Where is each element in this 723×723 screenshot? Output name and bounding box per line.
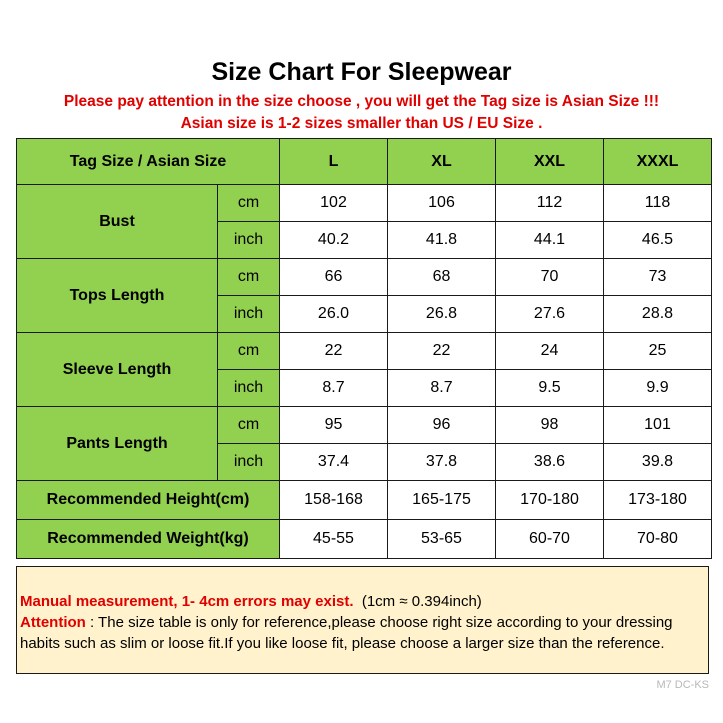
table-cell: 96 <box>388 407 496 444</box>
tag-size-header: Tag Size / Asian Size <box>17 139 280 185</box>
attention-note <box>20 612 705 633</box>
table-row <box>17 481 712 520</box>
measurement-label-bust: Bust <box>17 185 218 259</box>
table-row <box>17 185 712 222</box>
table-cell: 98 <box>496 407 604 444</box>
table-cell: 95 <box>280 407 388 444</box>
unit-label-inch: inch <box>218 296 280 333</box>
unit-label-cm: cm <box>218 407 280 444</box>
table-cell: 45-55 <box>280 520 388 559</box>
unit-label-cm: cm <box>218 185 280 222</box>
table-cell: 170-180 <box>496 481 604 520</box>
table-cell: 26.0 <box>280 296 388 333</box>
table-cell: 28.8 <box>604 296 712 333</box>
table-cell: 41.8 <box>388 222 496 259</box>
table-cell: 70 <box>496 259 604 296</box>
size-header-l: L <box>280 139 388 185</box>
manual-measurement-warning: Manual measurement, 1- 4cm errors may exist. <box>20 593 354 610</box>
measurement-label-sleeve-length: Sleeve Length <box>17 333 218 407</box>
attention-label: Attention <box>20 614 86 631</box>
table-cell: 9.9 <box>604 370 712 407</box>
table-row <box>17 520 712 559</box>
measurement-note <box>20 591 705 612</box>
table-cell: 26.8 <box>388 296 496 333</box>
table-cell: 8.7 <box>388 370 496 407</box>
table-cell: 68 <box>388 259 496 296</box>
conversion-note: (1cm ≈ 0.394inch) <box>361 593 482 610</box>
table-cell: 70-80 <box>604 520 712 559</box>
unit-label-cm: cm <box>218 259 280 296</box>
attention-text-line1: : The size table is only for reference,please choose right size according to your dressing <box>85 614 673 631</box>
table-cell: 9.5 <box>496 370 604 407</box>
recommended-height-label: Recommended Height(cm) <box>17 481 280 520</box>
table-cell: 106 <box>388 185 496 222</box>
table-cell: 46.5 <box>604 222 712 259</box>
measurement-label-tops-length: Tops Length <box>17 259 218 333</box>
size-header-xxl: XXL <box>496 139 604 185</box>
table-cell: 40.2 <box>280 222 388 259</box>
table-cell: 101 <box>604 407 712 444</box>
size-difference-warning: Asian size is 1-2 sizes smaller than US / EU Size . <box>180 115 543 132</box>
table-header-row <box>17 139 712 185</box>
unit-label-inch: inch <box>218 370 280 407</box>
unit-label-inch: inch <box>218 222 280 259</box>
table-cell: 37.8 <box>388 444 496 481</box>
asian-size-warning: Please pay attention in the size choose , you will get the Tag size is Asian Size !!! <box>63 93 660 110</box>
table-cell: 22 <box>280 333 388 370</box>
table-cell: 66 <box>280 259 388 296</box>
notes-box <box>16 566 709 674</box>
table-cell: 73 <box>604 259 712 296</box>
table-cell: 102 <box>280 185 388 222</box>
table-row <box>17 407 712 444</box>
table-cell: 165-175 <box>388 481 496 520</box>
table-row <box>17 259 712 296</box>
table-cell: 27.6 <box>496 296 604 333</box>
table-cell: 38.6 <box>496 444 604 481</box>
table-cell: 173-180 <box>604 481 712 520</box>
table-cell: 25 <box>604 333 712 370</box>
size-chart-table <box>16 138 712 559</box>
table-cell: 39.8 <box>604 444 712 481</box>
table-cell: 22 <box>388 333 496 370</box>
table-cell: 44.1 <box>496 222 604 259</box>
page-title: Size Chart For Sleepwear <box>211 58 512 86</box>
table-row <box>17 333 712 370</box>
table-cell: 158-168 <box>280 481 388 520</box>
table-cell: 112 <box>496 185 604 222</box>
table-cell: 60-70 <box>496 520 604 559</box>
unit-label-inch: inch <box>218 444 280 481</box>
table-cell: 53-65 <box>388 520 496 559</box>
table-cell: 37.4 <box>280 444 388 481</box>
table-cell: 24 <box>496 333 604 370</box>
table-cell: 8.7 <box>280 370 388 407</box>
watermark: M7 DC-KS <box>656 679 709 691</box>
table-cell: 118 <box>604 185 712 222</box>
attention-text-line2: habits such as slim or loose fit.If you like loose fit, please choose a larger size than the reference. <box>20 635 665 652</box>
size-header-xl: XL <box>388 139 496 185</box>
measurement-label-pants-length: Pants Length <box>17 407 218 481</box>
unit-label-cm: cm <box>218 333 280 370</box>
size-header-xxxl: XXXL <box>604 139 712 185</box>
recommended-weight-label: Recommended Weight(kg) <box>17 520 280 559</box>
